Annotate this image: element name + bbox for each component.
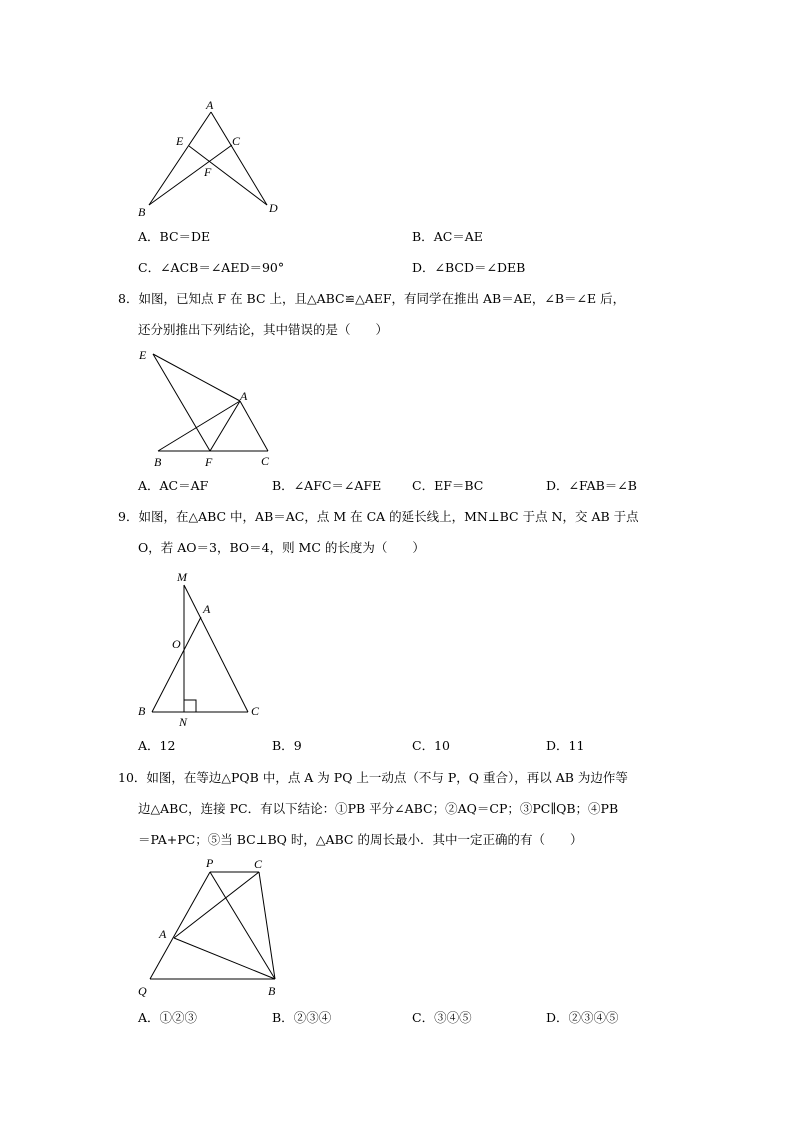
- q10-option-a[interactable]: [138, 1012, 197, 1025]
- q9-figure: [130, 565, 280, 730]
- q10-label-A: A: [159, 927, 167, 941]
- option-text: ②③④⑤: [568, 1010, 619, 1025]
- q8-label-C: C: [261, 454, 270, 468]
- option-letter: A．: [138, 1010, 160, 1025]
- q8-line-FA: [210, 401, 240, 451]
- option-text: AC＝AF: [159, 478, 209, 493]
- q8-stem-line2: 还分别推出下列结论，其中错误的是（ ）: [138, 322, 389, 337]
- option-text: BC＝DE: [159, 229, 211, 244]
- option-text: ∠AFC＝∠AFE: [293, 478, 382, 493]
- q10-stem-line1: 10．如图，在等边△PQB 中，点 A 为 PQ 上一动点（不与 P，Q 重合），再以 AB 为边作等: [118, 770, 628, 785]
- q8-option-d[interactable]: [546, 480, 637, 493]
- option-text: 10: [434, 738, 450, 753]
- q8-label-A: A: [240, 389, 248, 403]
- q8-option-c[interactable]: [412, 480, 483, 493]
- option-text: 12: [159, 738, 176, 753]
- q9-label-C: C: [251, 704, 260, 718]
- option-letter: B．: [272, 738, 294, 753]
- q10-label-B: B: [268, 984, 276, 998]
- q10-line-PB: [210, 872, 275, 979]
- q8-label-E: E: [139, 348, 147, 362]
- q9-option-d[interactable]: [546, 740, 584, 753]
- q9-label-B: B: [138, 704, 146, 718]
- option-letter: B．: [412, 229, 434, 244]
- option-letter: C．: [412, 738, 435, 753]
- q8-option-a[interactable]: [138, 480, 208, 493]
- q10-option-c[interactable]: [412, 1012, 472, 1025]
- q9-label-O: O: [172, 637, 181, 651]
- q10-line-AB: [174, 938, 275, 979]
- q7-option-d[interactable]: [412, 262, 525, 275]
- q9-option-b[interactable]: [272, 740, 302, 753]
- option-text: ③④⑤: [434, 1010, 472, 1025]
- q9-option-a[interactable]: [138, 740, 175, 753]
- q7-line-AB: [149, 112, 211, 205]
- option-text: AC＝AE: [433, 229, 483, 244]
- q8-line-EA: [153, 354, 240, 401]
- option-letter: D．: [412, 260, 435, 275]
- option-letter: A．: [138, 738, 160, 753]
- q10-figure: [130, 852, 300, 1002]
- option-letter: B．: [272, 478, 294, 493]
- option-text: ②③④: [293, 1010, 332, 1025]
- q9-option-c[interactable]: [412, 740, 450, 753]
- q9-label-A: A: [203, 602, 211, 616]
- q7-line-BC: [149, 145, 232, 205]
- q8-option-b[interactable]: [272, 480, 381, 493]
- q7-option-c[interactable]: [138, 262, 284, 275]
- q10-option-b[interactable]: [272, 1012, 331, 1025]
- q7-option-b[interactable]: [412, 231, 483, 244]
- option-text: ∠ACB＝∠AED＝90°: [160, 260, 285, 275]
- q10-stem-line2: 边△ABC，连接 PC．有以下结论：①PB 平分∠ABC；②AQ＝CP；③PC∥QB；④PB: [138, 801, 619, 816]
- q9-line-MC: [184, 585, 248, 712]
- q7-figure: [130, 95, 300, 225]
- q8-label-B: B: [154, 455, 162, 469]
- q10-line-PQ: [150, 872, 210, 979]
- option-letter: A．: [138, 229, 160, 244]
- q7-option-a[interactable]: [138, 231, 210, 244]
- option-letter: A．: [138, 478, 160, 493]
- q8-stem-line1: 8．如图，已知点 F 在 BC 上，且△ABC≌△AEF，有同学在推出 AB＝AE，∠B＝∠E 后，: [118, 291, 626, 306]
- option-text: ∠BCD＝∠DEB: [434, 260, 526, 275]
- q7-label-C: C: [232, 134, 241, 148]
- q7-line-DE: [189, 146, 267, 205]
- q9-stem-line1: 9．如图，在△ABC 中，AB＝AC，点 M 在 CA 的延长线上，MN⊥BC 于点 N，交 AB 于点: [118, 509, 639, 524]
- q9-stem-line2: O，若 AO＝3，BO＝4，则 MC 的长度为（ ）: [138, 540, 425, 555]
- q8-figure: [130, 345, 290, 475]
- q10-label-P: P: [206, 856, 214, 870]
- q7-line-AD: [211, 112, 267, 205]
- option-text: ①②③: [159, 1010, 198, 1025]
- q8-line-AC: [240, 401, 268, 451]
- q7-label-E: E: [176, 134, 184, 148]
- q7-label-D: D: [269, 201, 278, 215]
- q8-label-F: F: [205, 455, 213, 469]
- option-letter: D．: [546, 478, 569, 493]
- q7-label-A: A: [206, 98, 214, 112]
- q7-label-F: F: [204, 165, 212, 179]
- option-letter: C．: [138, 260, 161, 275]
- q10-label-Q: Q: [138, 984, 147, 998]
- option-text: ∠FAB＝∠B: [568, 478, 637, 493]
- q8-line-BA: [158, 401, 240, 451]
- q9-right-angle-mark: [184, 700, 196, 712]
- q9-line-BA: [152, 617, 201, 712]
- option-text: 11: [568, 738, 585, 753]
- option-letter: B．: [272, 1010, 294, 1025]
- q9-label-N: N: [179, 715, 188, 729]
- option-letter: C．: [412, 1010, 435, 1025]
- option-text: EF＝BC: [434, 478, 484, 493]
- q7-label-B: B: [138, 205, 146, 219]
- option-letter: D．: [546, 1010, 569, 1025]
- option-letter: D．: [546, 738, 569, 753]
- q10-label-C: C: [254, 857, 263, 871]
- q9-label-M: M: [177, 570, 187, 584]
- option-text: 9: [293, 738, 302, 753]
- q10-option-d[interactable]: [546, 1012, 619, 1025]
- q10-line-CB: [259, 872, 275, 979]
- q10-stem-line3: ＝PA+PC；⑤当 BC⊥BQ 时，△ABC 的周长最小．其中一定正确的有（ ）: [138, 832, 583, 847]
- option-letter: C．: [412, 478, 435, 493]
